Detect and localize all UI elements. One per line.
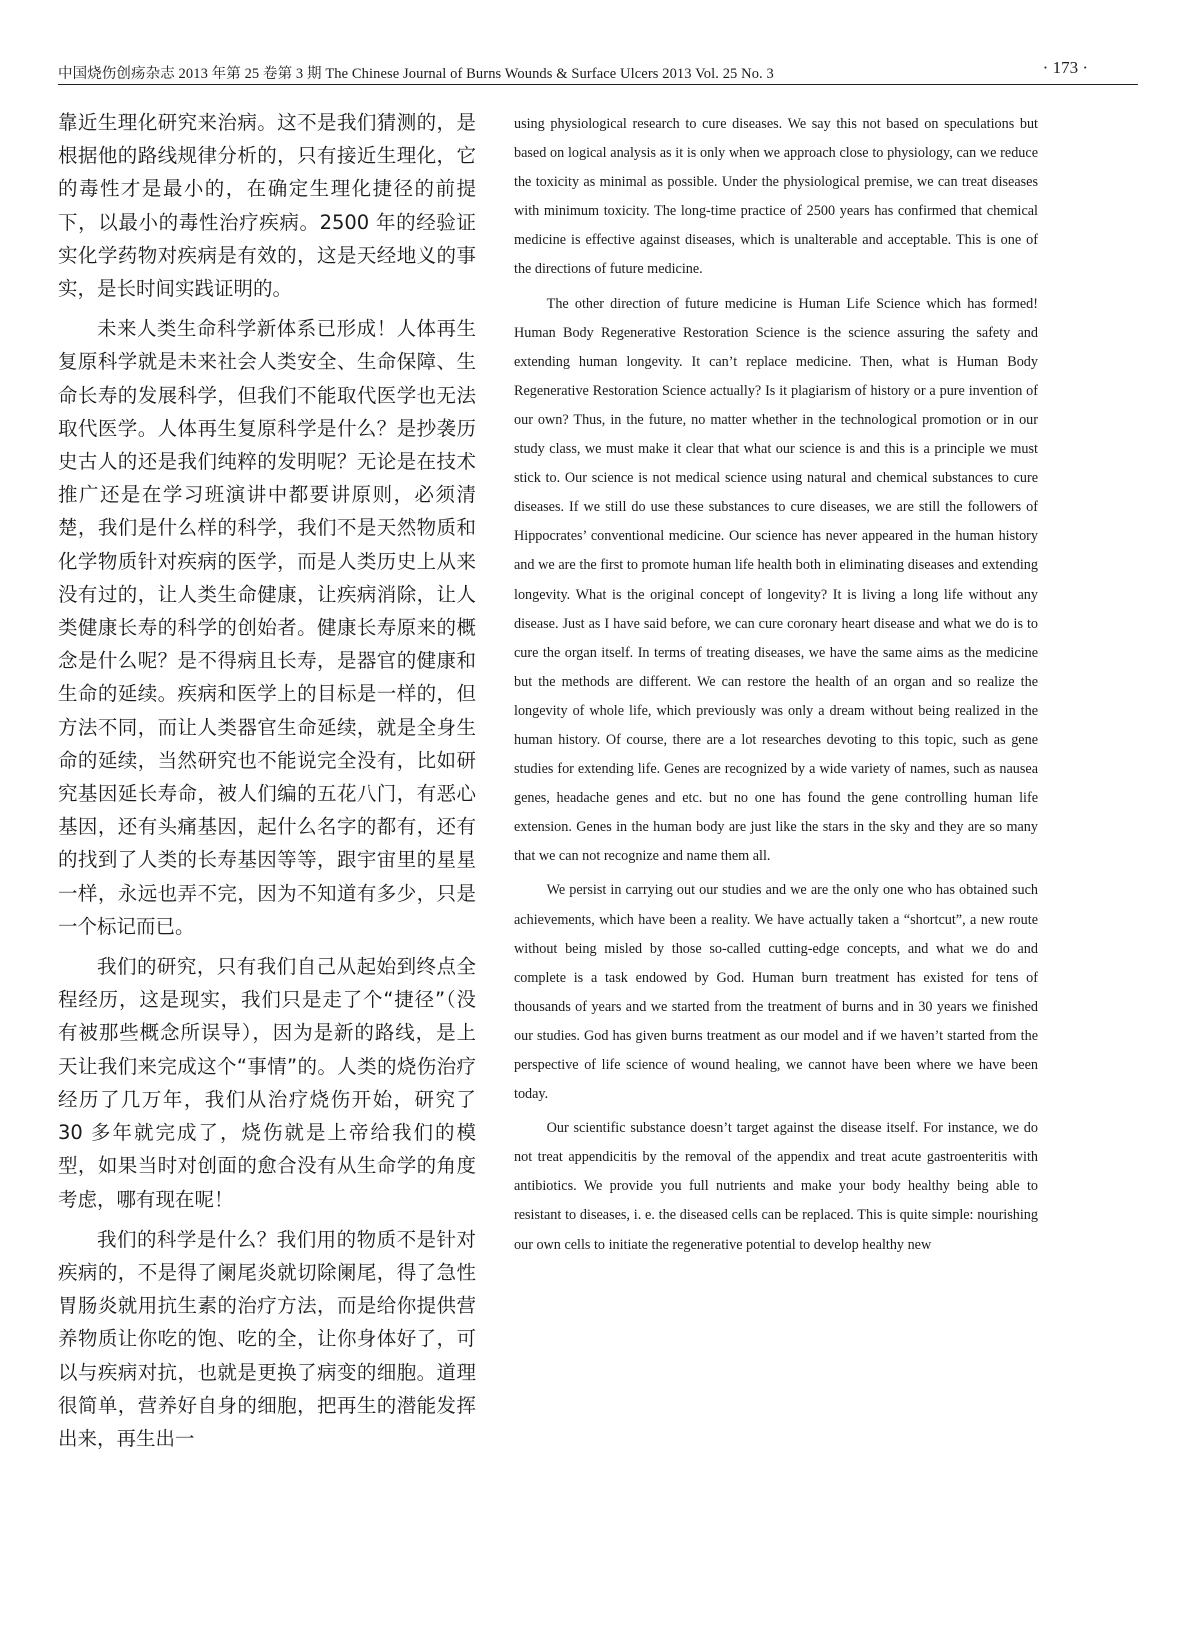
english-paragraph-1: using physiological research to cure diseases. We say this not based on speculations but based on logical analysis as it is only when we approach close to physiology, can we reduce the toxicity as minimal as possible. Under the physiological premise, we can treat diseases with minimum toxicity. The long-time practice of 2500 years has confirmed that chemical medicine is effective against diseases, which is unalterable and acceptable. This is one of the directions of future medicine. xyxy=(514,116,1038,278)
chinese-paragraph-2: 未来人类生命科学新体系已形成！人体再生复原科学就是未来社会人类安全、生命保障、生命长寿的发展科学，但我们不能取代医学也无法取代医学。人体再生复原科学是什么？是抄袭历史古人的还是我们纯粹的发明呢？无论是在技术推广还是在学习班演讲中都要讲原则，必须清楚，我们是什么样的科学，我们不是天然物质和化学物质针对疾病的医学，而是人类历史上从来没有过的，让人类生命健康，让疾病消除，让人类健康长寿的科学的创始者。健康长寿原来的概念是什么呢？是不得病且长寿，是器官的健康和生命的延续。疾病和医学上的目标是一样的，但方法不同，而让人类器官生命延续，就是全身生命的延续，当然研究也不能说完全没有，比如研究基因延长寿命，被人们编的五花八门，有恶心基因，还有头痛基因，起什么名字的都有，还有的找到了人类的长寿基因等等，跟宇宙里的星星一样，永远也弄不完，因为不知道有多少，只是一个标记而已。 xyxy=(58,317,476,938)
chinese-paragraph-4: 我们的科学是什么？我们用的物质不是针对疾病的，不是得了阑尾炎就切除阑尾，得了急性胃肠炎就用抗生素的治疗方法，而是给你提供营养物质让你吃的饱、吃的全，让你身体好了，可以与疾病对抗，也就是更换了病变的细胞。道理很简单，营养好自身的细胞，把再生的潜能发挥出来，再生出一 xyxy=(58,1227,476,1450)
journal-running-title: 中国烧伤创疡杂志 2013 年第 25 卷第 3 期 The Chinese Journal of Burns Wounds & Surface Ulcers 2013 Vol. 25 No. 3 xyxy=(58,66,774,82)
english-paragraph-2: The other direction of future medicine is Human Life Science which has formed! Human Body Regenerative Restoration Science is the science assuring the safety and extending human longevity. It can’t replace medicine. Then, what is Human Body Regenerative Restoration Science actually? Is it plagiarism of history or a pure invention of our own? Thus, in the future, no matter whether in the technological promotion or in our study class, we must make it clear that what our science is and this is a principle we must stick to. Our science is not medical science using natural and chemical substances to cure diseases. If we still do use these substances to cure diseases, we are still the followers of Hippocrates’ conventional medicine. Our science has never appeared in the human history and we are the first to promote human life health both in eliminating diseases and extending longevity. What is the original concept of longevity? It is living a long life without any disease. Just as I have said before, we can cure coronary heart disease and what we do is to cure the organ itself. In terms of treating diseases, we have the same aims as the medicine but the methods are different. We can restore the health of an organ and so realize the longevity of whole life, which previously was only a dream without being realized in the human history. Of course, there are a lot researches devoting to this topic, such as gene studies for extending life. Genes are recognized by a wide variety of names, such as nausea genes, headache genes and etc. but no one has found the gene controlling human life extension. Genes in the human body are just like the stars in the sky and they are so many that we can not recognize and name them all. xyxy=(514,295,1038,865)
header-rule xyxy=(58,84,1138,85)
english-text-column xyxy=(514,110,1038,1265)
english-paragraph-3: We persist in carrying out our studies and we are the only one who has obtained such achievements, which have been a reality. We have actually taken a “shortcut”, a new route without being misled by those so-called cutting-edge concepts, and what we do and complete is a task endowed by God. Human burn treatment has existed for tens of thousands of years and we started from the treatment of burns and in 30 years we finished our studies. God has given burns treatment as our model and if we haven’t started from the perspective of life science of wound healing, we cannot have been where we have been today. xyxy=(514,882,1038,1103)
english-paragraph-4: Our scientific substance doesn’t target against the disease itself. For instance, we do not treat appendicitis by the removal of the appendix and treat acute gastroenteritis with antibiotics. We provide you full nutrients and make your body healthy being able to resistant to diseases, i. e. the diseased cells can be replaced. This is quite simple: nourishing our own cells to initiate the regenerative potential to develop healthy new xyxy=(514,1120,1038,1253)
running-header xyxy=(58,58,1138,84)
chinese-paragraph-3: 我们的研究，只有我们自己从起始到终点全程经历，这是现实，我们只是走了个“捷径”（没有被那些概念所误导），因为是新的路线，是上天让我们来完成这个“事情”的。人类的烧伤治疗经历了几万年，我们从治疗烧伤开始，研究了 30 多年就完成了，烧伤就是上帝给我们的模型，如果当时对创面的愈合没有从生命学的角度考虑，哪有现在呢！ xyxy=(58,955,476,1211)
chinese-text-column xyxy=(58,106,476,1462)
page-number: · 173 · xyxy=(1042,58,1088,77)
chinese-paragraph-1: 靠近生理化研究来治病。这不是我们猜测的，是根据他的路线规律分析的，只有接近生理化，它的毒性才是最小的，在确定生理化捷径的前提下，以最小的毒性治疗疾病。2500 年的经验证实化学药物对疾病是有效的，这是天经地义的事实，是长时间实践证明的。 xyxy=(58,111,476,301)
